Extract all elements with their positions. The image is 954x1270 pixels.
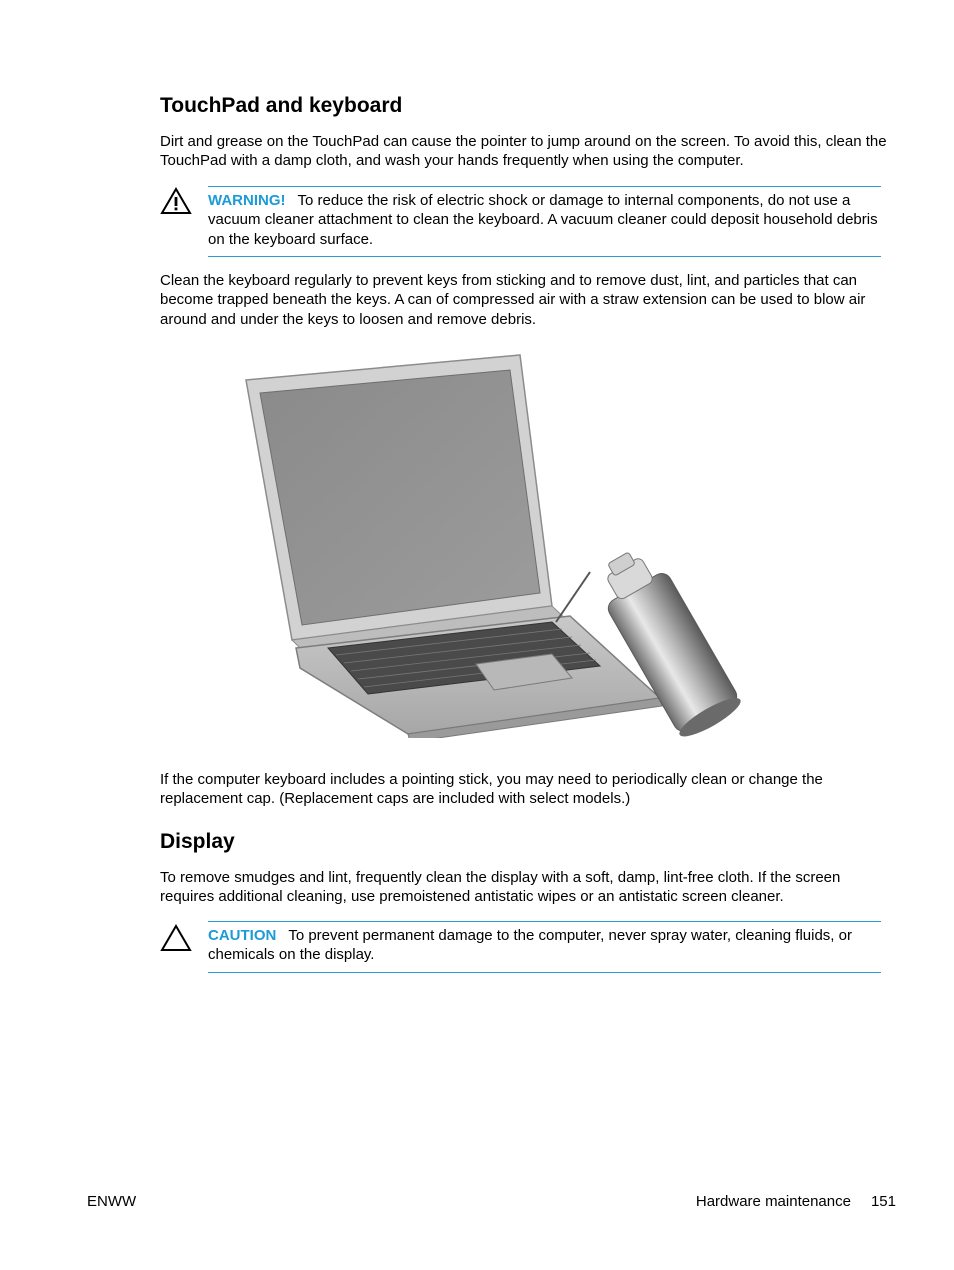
warning-text: To reduce the risk of electric shock or damage to internal components, do not use a vacuum cleaner attachment to clean the keyboard. A vacuum cleaner could deposit household debris on the keyboard surface. <box>208 192 878 248</box>
caution-label: CAUTION <box>208 927 277 944</box>
caution-text: To prevent permanent damage to the computer, never spray water, cleaning fluids, or chemicals on the display. <box>208 927 852 964</box>
caution-triangle-icon <box>160 923 192 953</box>
warning-label: WARNING! <box>208 192 286 209</box>
section-heading-display: Display <box>160 830 235 853</box>
section-heading-touchpad: TouchPad and keyboard <box>160 94 403 117</box>
paragraph-keyboard-cleaning: Clean the keyboard regularly to prevent keys from sticking and to remove dust, lint, and particles that can become trapped beneath the keys. A can of compressed air with a straw extension can be used to blow air around and under the keys to loosen and remove debris. <box>160 272 866 328</box>
footer-section-title: Hardware maintenance <box>695 1193 851 1210</box>
footer-page-number: 151 <box>870 1193 896 1210</box>
warning-triangle-icon <box>160 186 192 216</box>
laptop-compressed-air-illustration <box>240 348 760 738</box>
footer-doc-code: ENWW <box>87 1193 137 1210</box>
paragraph-touchpad-cleaning: Dirt and grease on the TouchPad can cause the pointer to jump around on the screen. To avoid this, clean the TouchPad with a damp cloth, and wash your hands frequently when using the computer. <box>160 133 887 170</box>
paragraph-display-cleaning: To remove smudges and lint, frequently clean the display with a soft, damp, lint-free cloth. If the screen requires additional cleaning, use premoistened antistatic wipes or an antistatic screen cleaner. <box>160 869 841 906</box>
footer-section-page <box>696 1192 896 1211</box>
caution-body <box>208 921 881 973</box>
warning-body <box>208 186 881 257</box>
paragraph-pointing-stick: If the computer keyboard includes a pointing stick, you may need to periodically clean or change the replacement cap. (Replacement caps are included with select models.) <box>160 771 823 808</box>
